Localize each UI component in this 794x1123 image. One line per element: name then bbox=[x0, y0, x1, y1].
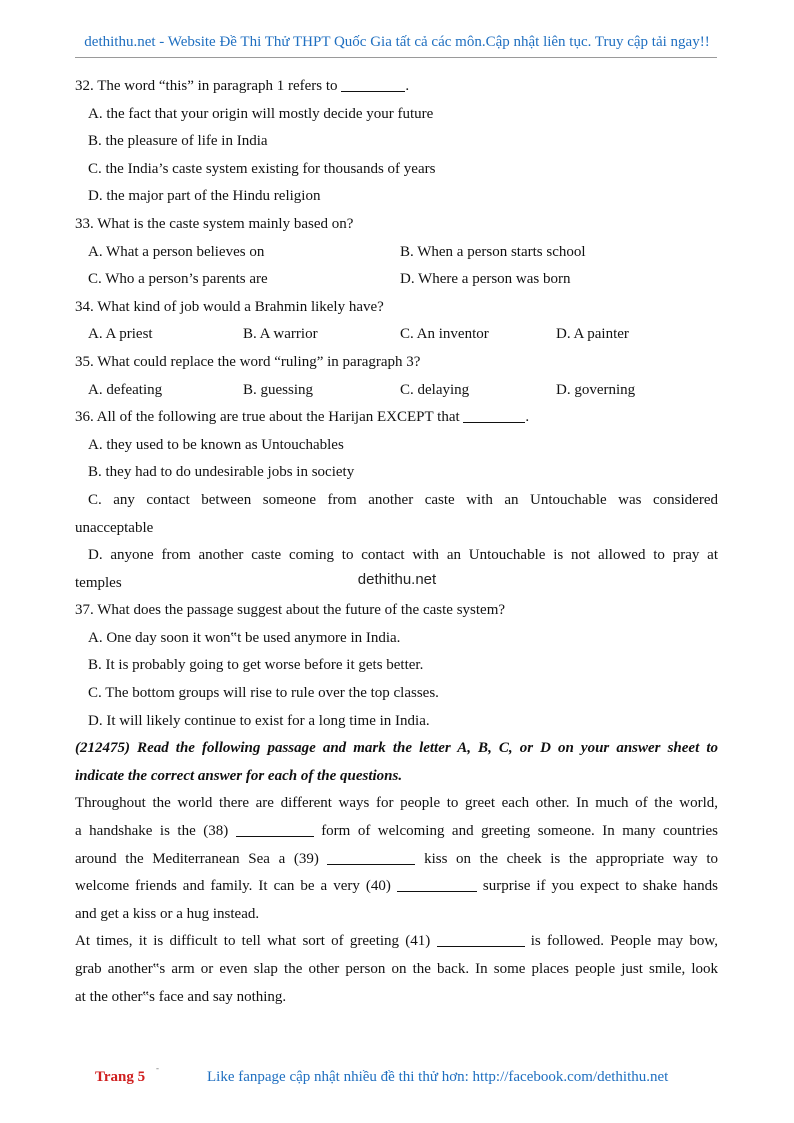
option: D. the major part of the Hindu religion bbox=[88, 188, 321, 205]
option: A. they used to be known as Untouchables bbox=[88, 436, 344, 453]
question-32: 32. The word “this” in paragraph 1 refers to . bbox=[75, 78, 410, 94]
option: B. A warrior bbox=[243, 326, 318, 343]
section-instructions: (212475) Read the following passage and mark the letter A, B, C, or D on your answer sheet to bbox=[75, 740, 718, 757]
option: A. the fact that your origin will mostly decide your future bbox=[88, 105, 434, 122]
option-continuation: unacceptable bbox=[75, 519, 154, 536]
answer-blank bbox=[463, 407, 525, 423]
option: C. any contact between someone from another caste with an Untouchable was considered bbox=[88, 491, 718, 508]
header-divider bbox=[75, 57, 717, 58]
answer-blank-40 bbox=[397, 876, 477, 892]
footer-mark: - bbox=[156, 1063, 159, 1073]
answer-blank-39 bbox=[327, 849, 415, 865]
document-body bbox=[75, 73, 718, 1011]
options-row bbox=[75, 377, 718, 405]
option: C. delaying bbox=[400, 381, 470, 398]
options-row bbox=[75, 239, 718, 267]
passage-line: At times, it is difficult to tell what sort of greeting (41) is followed. People may bow, bbox=[75, 933, 718, 950]
option: B. It is probably going to get worse before it gets better. bbox=[88, 657, 424, 674]
option: C. An inventor bbox=[400, 326, 489, 343]
passage-line: a handshake is the (38) form of welcoming and greeting someone. In many countries bbox=[75, 823, 719, 840]
option: D. governing bbox=[556, 381, 636, 398]
question-36: 36. All of the following are true about the Harijan EXCEPT that . bbox=[75, 409, 530, 426]
option: A. What a person believes on bbox=[88, 243, 265, 260]
passage-line: around the Mediterranean Sea a (39) kiss on the cheek is the appropriate way to bbox=[75, 850, 718, 867]
options-row bbox=[75, 321, 718, 349]
footer-link-text: Like fanpage cập nhật nhiều đề thi thử hơn: http://facebook.com/dethithu.net bbox=[207, 1069, 669, 1085]
section-instructions-cont: indicate the correct answer for each of the questions. bbox=[75, 767, 403, 784]
passage-line: welcome friends and family. It can be a very (40) surprise if you expect to shake hands bbox=[75, 878, 719, 895]
option: A. defeating bbox=[88, 381, 163, 398]
option: B. guessing bbox=[243, 381, 314, 398]
page-number: Trang 5 bbox=[95, 1069, 146, 1085]
option: D. It will likely continue to exist for a long time in India. bbox=[88, 712, 430, 729]
option: D. Where a person was born bbox=[400, 271, 571, 288]
question-35: 35. What could replace the word “ruling” in paragraph 3? bbox=[75, 353, 421, 370]
option: B. they had to do undesirable jobs in society bbox=[88, 464, 355, 481]
option: C. the India’s caste system existing for thousands of years bbox=[88, 160, 436, 177]
passage-line: grab another‟s arm or even slap the other person on the back. In some places people just smile, look bbox=[75, 961, 718, 977]
passage-line: at the other‟s face and say nothing. bbox=[75, 988, 287, 1005]
question-34: 34. What kind of job would a Brahmin likely have? bbox=[75, 298, 384, 315]
passage-line: and get a kiss or a hug instead. bbox=[75, 905, 260, 922]
option: A. One day soon it won‟t be used anymore in India. bbox=[88, 629, 401, 646]
passage-line: Throughout the world there are different ways for people to greet each other. In much of the world, bbox=[75, 795, 718, 812]
answer-blank bbox=[341, 76, 405, 92]
page-header: dethithu.net - Website Đề Thi Thử THPT Quốc Gia tất cả các môn.Cập nhật liên tục. Truy cập tải ngay!! bbox=[84, 34, 710, 50]
option: B. the pleasure of life in India bbox=[88, 133, 268, 150]
answer-blank-38 bbox=[236, 821, 314, 837]
option: D. A painter bbox=[556, 326, 629, 343]
option: B. When a person starts school bbox=[400, 243, 586, 260]
option: D. anyone from another caste coming to contact with an Untouchable is not allowed to pray at bbox=[88, 547, 718, 564]
watermark-text: dethithu.net bbox=[357, 571, 437, 588]
options-row bbox=[75, 266, 718, 294]
question-33: 33. What is the caste system mainly based on? bbox=[75, 215, 354, 232]
option-continuation: temples bbox=[75, 574, 122, 591]
option: A. A priest bbox=[88, 326, 153, 343]
option: C. The bottom groups will rise to rule over the top classes. bbox=[88, 685, 439, 702]
answer-blank-41 bbox=[437, 931, 525, 947]
question-37: 37. What does the passage suggest about the future of the caste system? bbox=[75, 602, 506, 619]
option: C. Who a person’s parents are bbox=[88, 271, 268, 288]
